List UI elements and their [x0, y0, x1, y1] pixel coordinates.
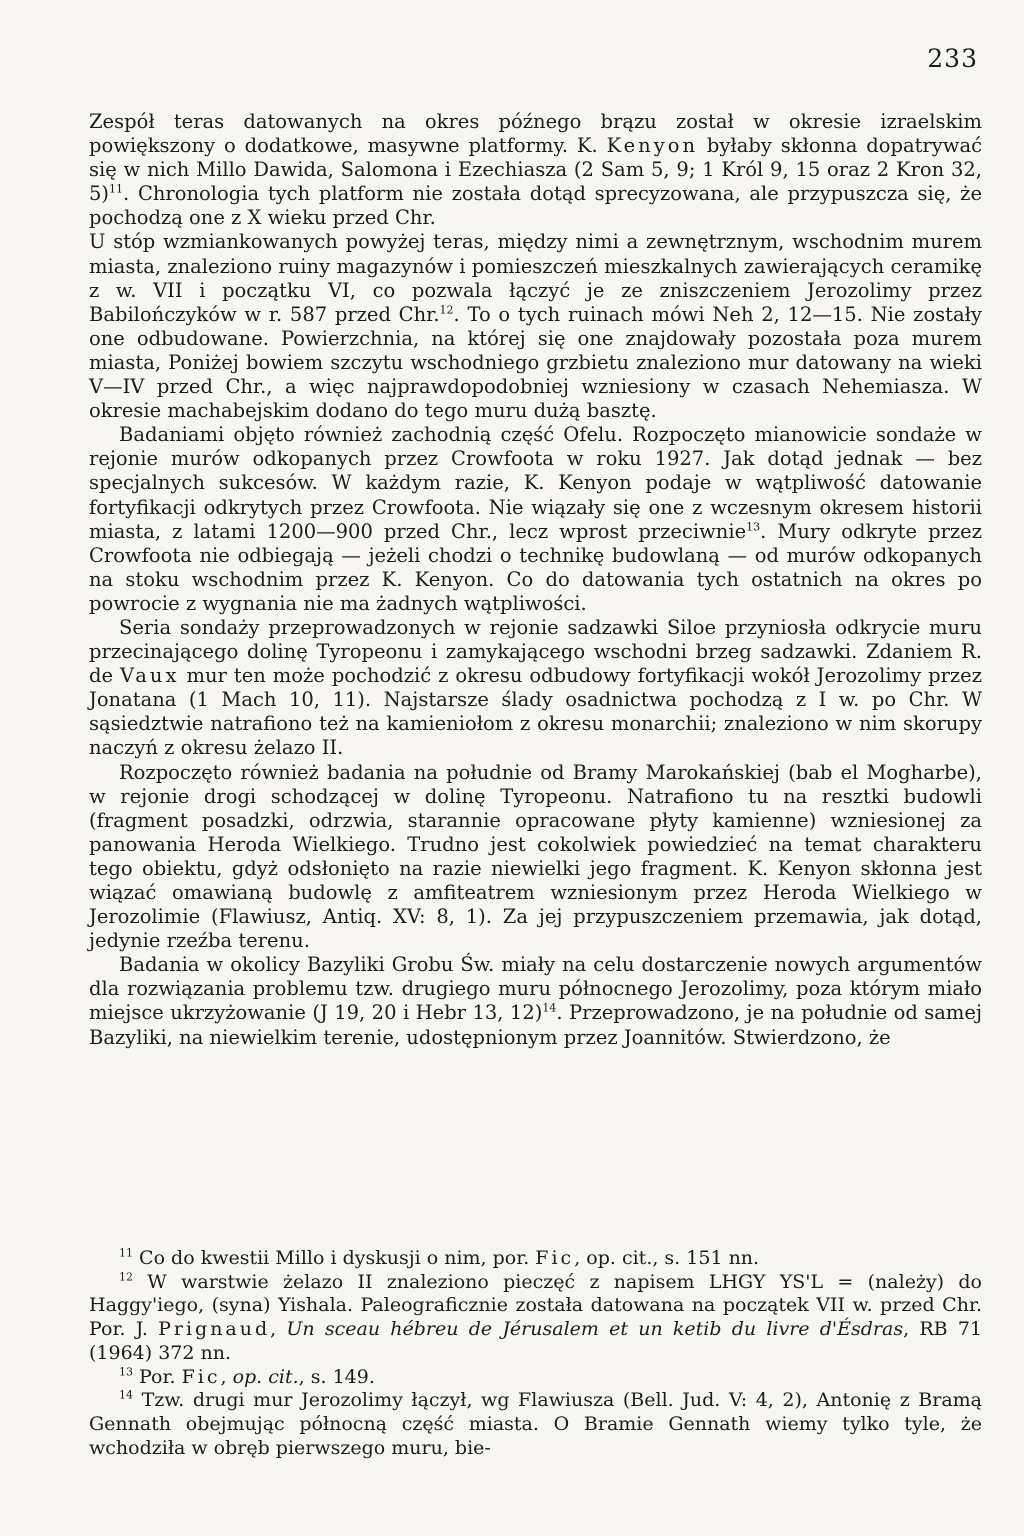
footnote-12: $^{12}$ W warstwie żelazo II znaleziono pieczęć z napisem LHGY YS'L = (należy) do Haggy'iego, (syna) Yishala. Paleograficznie została datowana na początek VII w. przed Chr. Por. J. Prignaud, Un sceau hébreu de Jérusalem et un ketib du livre d'Ésdras, RB 71 (1964) 372 nn.	[89, 1270, 982, 1364]
footnote-ref: 11	[109, 182, 124, 196]
paragraph-5: Rozpoczęto również badania na południe od Bramy Marokańskiej (bab el Mogharbe), w rejonie drogi schodzącej w dolinę Tyropeonu. Natrafiono tu na resztki budowli (fragment posadzki, odrzwia, starannie opracowane płyty kamienne) wzniesionej za panowania Heroda Wielkiego. Trudno jest cokolwiek powiedzieć na temat charakteru tego obiektu, gdyż odsłonięto na razie niewielki jego fragment. K. Kenyon skłonna jest wiązać omawianą budowlę z amfiteatrem wzniesionym przez Heroda Wielkiego w Jerozolimie (Flawiusz, Antiq. XV: 8, 1). Za jej przypuszczeniem przemawia, jak dotąd, jedynie rzeźba terenu.	[89, 760, 982, 953]
page-number: 233	[927, 44, 978, 73]
paragraph-1: Zespół teras datowanych na okres późnego brązu został w okresie izraelskim powiększony o dodatkowe, masywne platformy. K. Kenyon byłaby skłonna dopatrywać się w nich Millo Dawida, Salomona i Ezechiasza (2 Sam 5, 9; 1 Król 9, 15 oraz 2 Kron 32, 5)$^{11}$. Chronologia tych platform nie została dotąd sprecyzowana, ale przypuszcza się, że pochodzą one z X wieku przed Chr.	[89, 110, 982, 230]
footnotes	[89, 1247, 982, 1460]
footnote-ref: 14	[542, 1001, 557, 1015]
paragraph-3: Badaniami objęto również zachodnią część Ofelu. Rozpoczęto mianowicie sondaże w rejonie murów odkopanych przez Crowfoota w roku 1927. Jak dotąd jednak — bez specjalnych sukcesów. W każdym razie, K. Kenyon podaje w wątpliwość datowanie fortyfikacji odkrytych przez Crowfoota. Nie wiązały się one z wczesnym okresem historii miasta, z latami 1200—900 przed Chr., lecz wprost przeciwnie$^{13}$. Mury odkryte przez Crowfoota nie odbiegają — jeżeli chodzi o technikę budowlaną — od murów odkopanych na stoku wschodnim przez K. Kenyon. Co do datowania tych ostatnich na okres po powrocie z wygnania nie ma żadnych wątpliwości.	[89, 423, 982, 615]
footnote-11: $^{11}$ Co do kwestii Millo i dyskusji o nim, por. Fic, op. cit., s. 151 nn.	[119, 1246, 760, 1269]
paragraph-2: U stóp wzmiankowanych powyżej teras, między nimi a zewnętrznym, wschodnim murem miasta, znaleziono ruiny magazynów i pomieszczeń mieszkalnych zawierających ceramikę z w. VII i początku VI, co pozwala łączyć je ze zniszczeniem Jerozolimy przez Babilończyków w r. 587 przed Chr.$^{12}$. To o tych ruinach mówi Neh 2, 12—15. Nie zostały one odbudowane. Powierzchnia, na której się one znajdowały pozostała poza murem miasta, Poniżej bowiem szczytu wschodniego grzbietu znaleziono mur datowany na wieki V—IV przed Chr., a więc najprawdopodobniej wzniesiony w czasach Nehemiasza. W okresie machabejskim dodano do tego muru dużą basztę.	[89, 230, 982, 423]
body-text	[89, 110, 982, 1050]
paragraph-6: Badania w okolicy Bazyliki Grobu Św. miały na celu dostarczenie nowych argumentów dla rozwiązania problemu tzw. drugiego muru północnego Jerozolimy, poza którym miało miejsce ukrzyżowanie (J 19, 20 i Hebr 13, 12)$^{14}$. Przeprowadzono, je na południe od samej Bazyliki, na niewielkim terenie, udostępnionym przez Joannitów. Stwierdzono, że	[89, 953, 983, 1049]
footnote-13: $^{13}$ Por. Fic, op. cit., s. 149.	[119, 1365, 375, 1388]
paragraph-4: Seria sondaży przeprowadzonych w rejonie sadzawki Siloe przyniosła odkrycie muru przecinającego dolinę Tyropeonu i zamykającego wschodni brzeg sadzawki. Zdaniem R. de Vaux mur ten może pochodzić z okresu odbudowy fortyfikacji wokół Jerozolimy przez Jonatana (1 Mach 10, 11). Najstarsze ślady osadnictwa pochodzą z I w. po Chr. W sąsiedztwie natrafiono też na kamieniołom z okresu monarchii; znaleziono w nim skorupy naczyń z okresu żelazo II.	[89, 615, 982, 760]
footnote-ref: 13	[746, 520, 761, 534]
footnote-14: $^{14}$ Tzw. drugi mur Jerozolimy łączył, wg Flawiusza (Bell. Jud. V: 4, 2), Antonię z Bramą Gennath obejmując północną część miasta. O Bramie Gennath wiemy tylko tyle, że wchodziła w obręb pierwszego muru, bie-	[89, 1388, 982, 1459]
footnote-ref: 12	[439, 303, 454, 317]
